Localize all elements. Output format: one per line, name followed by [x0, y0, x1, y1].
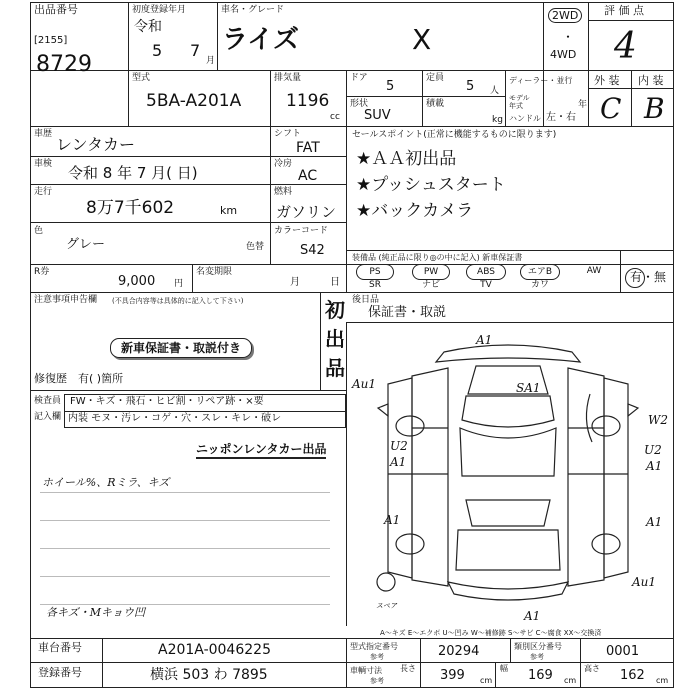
divider [346, 250, 674, 251]
drive-dot: ・ [562, 30, 575, 44]
divider [270, 126, 271, 264]
dims-label: 車輌寸法 [350, 666, 382, 675]
load-label: 積載 [426, 99, 445, 109]
selling-points-list [356, 146, 506, 224]
inspector-label: 検査員 [34, 396, 62, 406]
history-label: 車歴 [34, 129, 53, 139]
divider [420, 638, 421, 688]
notes-label: 注意事項申告欄 [34, 295, 98, 305]
diagram-label: A1 [476, 333, 493, 347]
equip-navi: ナビ [421, 280, 440, 290]
diagram-label: A1 [524, 609, 541, 623]
equip-ps: PS [356, 264, 394, 280]
divider [217, 2, 218, 70]
model-code-label: 型式 [132, 73, 151, 83]
body: SUV [364, 108, 391, 123]
doors: 5 [386, 79, 395, 94]
first-reg-era: 令和 [134, 19, 162, 35]
seats-unit: 人 [490, 86, 500, 96]
first-reg-label: 初度登録年月 [132, 5, 187, 15]
drive-4wd: 4WD [550, 48, 577, 61]
grade: X [412, 23, 432, 56]
first-reg-year: 5 [152, 41, 163, 60]
ac-value: AC [298, 168, 318, 184]
color-value: グレー [66, 237, 106, 252]
history-value: レンタカー [56, 135, 135, 154]
selling-point-item: ★ＡＡ初出品 [356, 149, 457, 169]
recycle-unit: 円 [174, 279, 184, 289]
rental-stamp: ニッポンレンタカー出品 [196, 440, 326, 459]
warranty-stamp: 新車保証書・取説付き [110, 338, 252, 358]
diagram-label: A1 [390, 455, 407, 469]
note-line [40, 520, 330, 521]
vin-value: A201A-0046225 [158, 642, 271, 658]
fuel-label: 燃料 [274, 187, 293, 197]
warranty-options: 有・無 [630, 270, 667, 284]
divider [64, 411, 346, 412]
equip-sr: SR [369, 280, 381, 290]
vin-label: 車台番号 [38, 641, 82, 654]
steering-label: ハンドル [509, 114, 541, 123]
diagram-label: U2 [644, 443, 662, 457]
selling-points-label: セールスポイント(正常に機能するものに限ります) [352, 130, 557, 140]
divider [346, 126, 347, 292]
recycle-fee: 9,000 [118, 274, 156, 289]
divider [505, 70, 506, 126]
warranty-circle-mark [625, 268, 645, 288]
diagram-label: W2 [648, 413, 668, 427]
class-ref: 参考 [530, 653, 544, 661]
diagram-label: A1 [646, 459, 663, 473]
divider [346, 96, 505, 97]
divider [270, 70, 271, 126]
divider [30, 638, 674, 639]
color-code-label: カラーコード [274, 226, 329, 236]
length-label: 長さ [400, 664, 416, 673]
damage-legend: A～キズ E～エクボ U～凹み W～補修跡 S～サビ C～腐食 XX～交換済 [380, 629, 602, 637]
lot-number: 8729 [36, 52, 92, 77]
steering-options: 左・右 [546, 112, 576, 123]
divider [543, 2, 544, 126]
type-spec-label: 型式指定番号 [350, 642, 398, 651]
plate-label: 登録番号 [38, 666, 82, 679]
interior-damage-line: 内装 モヌ・汚レ・コゲ・穴・スレ・キレ・破レ [68, 413, 282, 424]
width-label: 幅 [500, 664, 508, 673]
divider [30, 390, 346, 391]
diagram-label: Au1 [632, 575, 657, 589]
diagram-label: SA1 [516, 381, 541, 395]
divider [422, 70, 423, 126]
score-label: 評 価 点 [604, 4, 644, 17]
color-change-label: 色替 [246, 242, 265, 252]
seats: 5 [466, 79, 475, 94]
divider [346, 322, 347, 626]
back-items: 保証書・取説 [368, 305, 447, 320]
divider [128, 2, 129, 126]
spare-label: スペア [376, 602, 397, 610]
back-items-label: 後日品 [352, 295, 380, 305]
interior-label: 内 装 [638, 74, 664, 87]
equip-airbag: エアB [520, 264, 560, 280]
mileage-value: 8万7千602 [86, 198, 175, 218]
handwritten-note-2: 各キズ・Mキョウ凹 [46, 606, 146, 619]
divider [30, 126, 674, 127]
interior-grade: B [644, 92, 665, 125]
seats-label: 定員 [426, 73, 445, 83]
length-value: 399 [440, 668, 465, 683]
repair-label: 修復歴 [34, 372, 67, 385]
exterior-grade: C [600, 92, 622, 125]
drive-2wd: 2WD [548, 8, 582, 23]
dims-ref: 参考 [370, 677, 384, 685]
divider [495, 662, 496, 688]
repair-value: 有( )箇所 [78, 372, 124, 385]
fw-line: FW・キズ・飛石・ヒビ割・リペア跡・×要 [70, 396, 264, 407]
note-line [40, 576, 330, 577]
lot-code: [2155] [34, 35, 68, 46]
divider [580, 638, 581, 662]
model-year-label: モデル 年式 [509, 94, 530, 110]
first-reg-month-unit: 月 [206, 56, 216, 66]
displacement: 1196 [286, 91, 330, 111]
load-unit: kg [492, 115, 503, 125]
model-year-unit: 年 [578, 100, 588, 110]
height-label: 高さ [584, 664, 600, 673]
divider [346, 70, 347, 126]
score-value: 4 [614, 26, 637, 67]
divider [102, 638, 103, 688]
class-label: 類別区分番号 [514, 642, 562, 651]
color-code-value: S42 [300, 243, 325, 258]
car-name: ライズ [222, 25, 299, 55]
divider [30, 662, 674, 663]
equip-leather: カワ [530, 280, 549, 290]
inspection-label: 車検 [34, 159, 53, 169]
exterior-label: 外 装 [594, 74, 620, 87]
first-listing-stamp: 初出品 [325, 298, 345, 380]
note-line [40, 548, 330, 549]
divider [30, 70, 674, 71]
equip-aw: AW [586, 266, 602, 276]
diagram-label: A1 [384, 513, 401, 527]
expiry-label: 名変期限 [196, 267, 233, 277]
equip-tv: TV [480, 280, 492, 290]
shift-value: FAT [296, 140, 320, 156]
diagram-label: A1 [646, 515, 663, 529]
displacement-unit: cc [330, 112, 340, 122]
class-value: 0001 [606, 644, 640, 659]
mileage-label: 走行 [34, 187, 53, 197]
note-line [40, 492, 330, 493]
selling-point-item: ★バックカメラ [356, 201, 474, 221]
expiry-month-unit: 月 [290, 277, 300, 288]
inspection-value: 令和 8 年 7 月( 日) [68, 164, 198, 182]
shift-label: シフト [274, 129, 302, 139]
equipment-label: 装備品 (純正品に限り◎の中に記入) 新車保証書 [352, 253, 523, 262]
divider [620, 250, 621, 292]
doors-label: ドア [350, 73, 368, 83]
recycle-label: R券 [34, 267, 50, 277]
model-code: 5BA-A201A [146, 91, 242, 111]
divider [510, 638, 511, 662]
dealer-label: ディーラー・並行 [509, 76, 573, 85]
lot-label: 出品番号 [34, 3, 78, 16]
equip-pw: PW [412, 264, 450, 280]
model-grade-label: 車名・グレード [221, 5, 285, 15]
expiry-day-unit: 日 [330, 277, 340, 288]
divider [192, 264, 193, 292]
ac-label: 冷房 [274, 159, 293, 169]
diagram-label: U2 [390, 439, 408, 453]
car-diagram [348, 324, 672, 624]
length-unit: cm [480, 676, 493, 685]
divider [631, 70, 632, 126]
plate-value: 横浜 503 わ 7895 [150, 667, 268, 683]
divider [346, 322, 674, 323]
body-label: 形状 [350, 99, 369, 109]
type-spec-value: 20294 [438, 644, 480, 659]
fuel-value: ガソリン [276, 203, 337, 221]
mileage-unit: km [220, 204, 238, 217]
handwritten-note-1: ホイール%、Rミラ、キズ [42, 476, 170, 489]
first-reg-month: 7 [190, 41, 201, 60]
width-unit: cm [564, 676, 577, 685]
type-spec-ref: 参考 [370, 653, 384, 661]
diagram-label: Au1 [352, 377, 377, 391]
notes-sublabel: (不具合内容等は具体的に記入して下さい) [112, 297, 244, 305]
height-unit: cm [656, 676, 669, 685]
color-label: 色 [34, 226, 44, 236]
divider [580, 662, 581, 688]
equip-abs: ABS [466, 264, 506, 280]
height-value: 162 [620, 668, 645, 683]
divider [346, 638, 347, 688]
divider [320, 292, 321, 390]
divider [588, 20, 674, 21]
selling-point-item: ★プッシュスタート [356, 175, 506, 195]
divider [30, 222, 346, 223]
width-value: 169 [528, 668, 553, 683]
inspector-label-2: 記入欄 [34, 412, 62, 422]
displacement-label: 排気量 [274, 73, 302, 83]
divider [30, 292, 674, 293]
